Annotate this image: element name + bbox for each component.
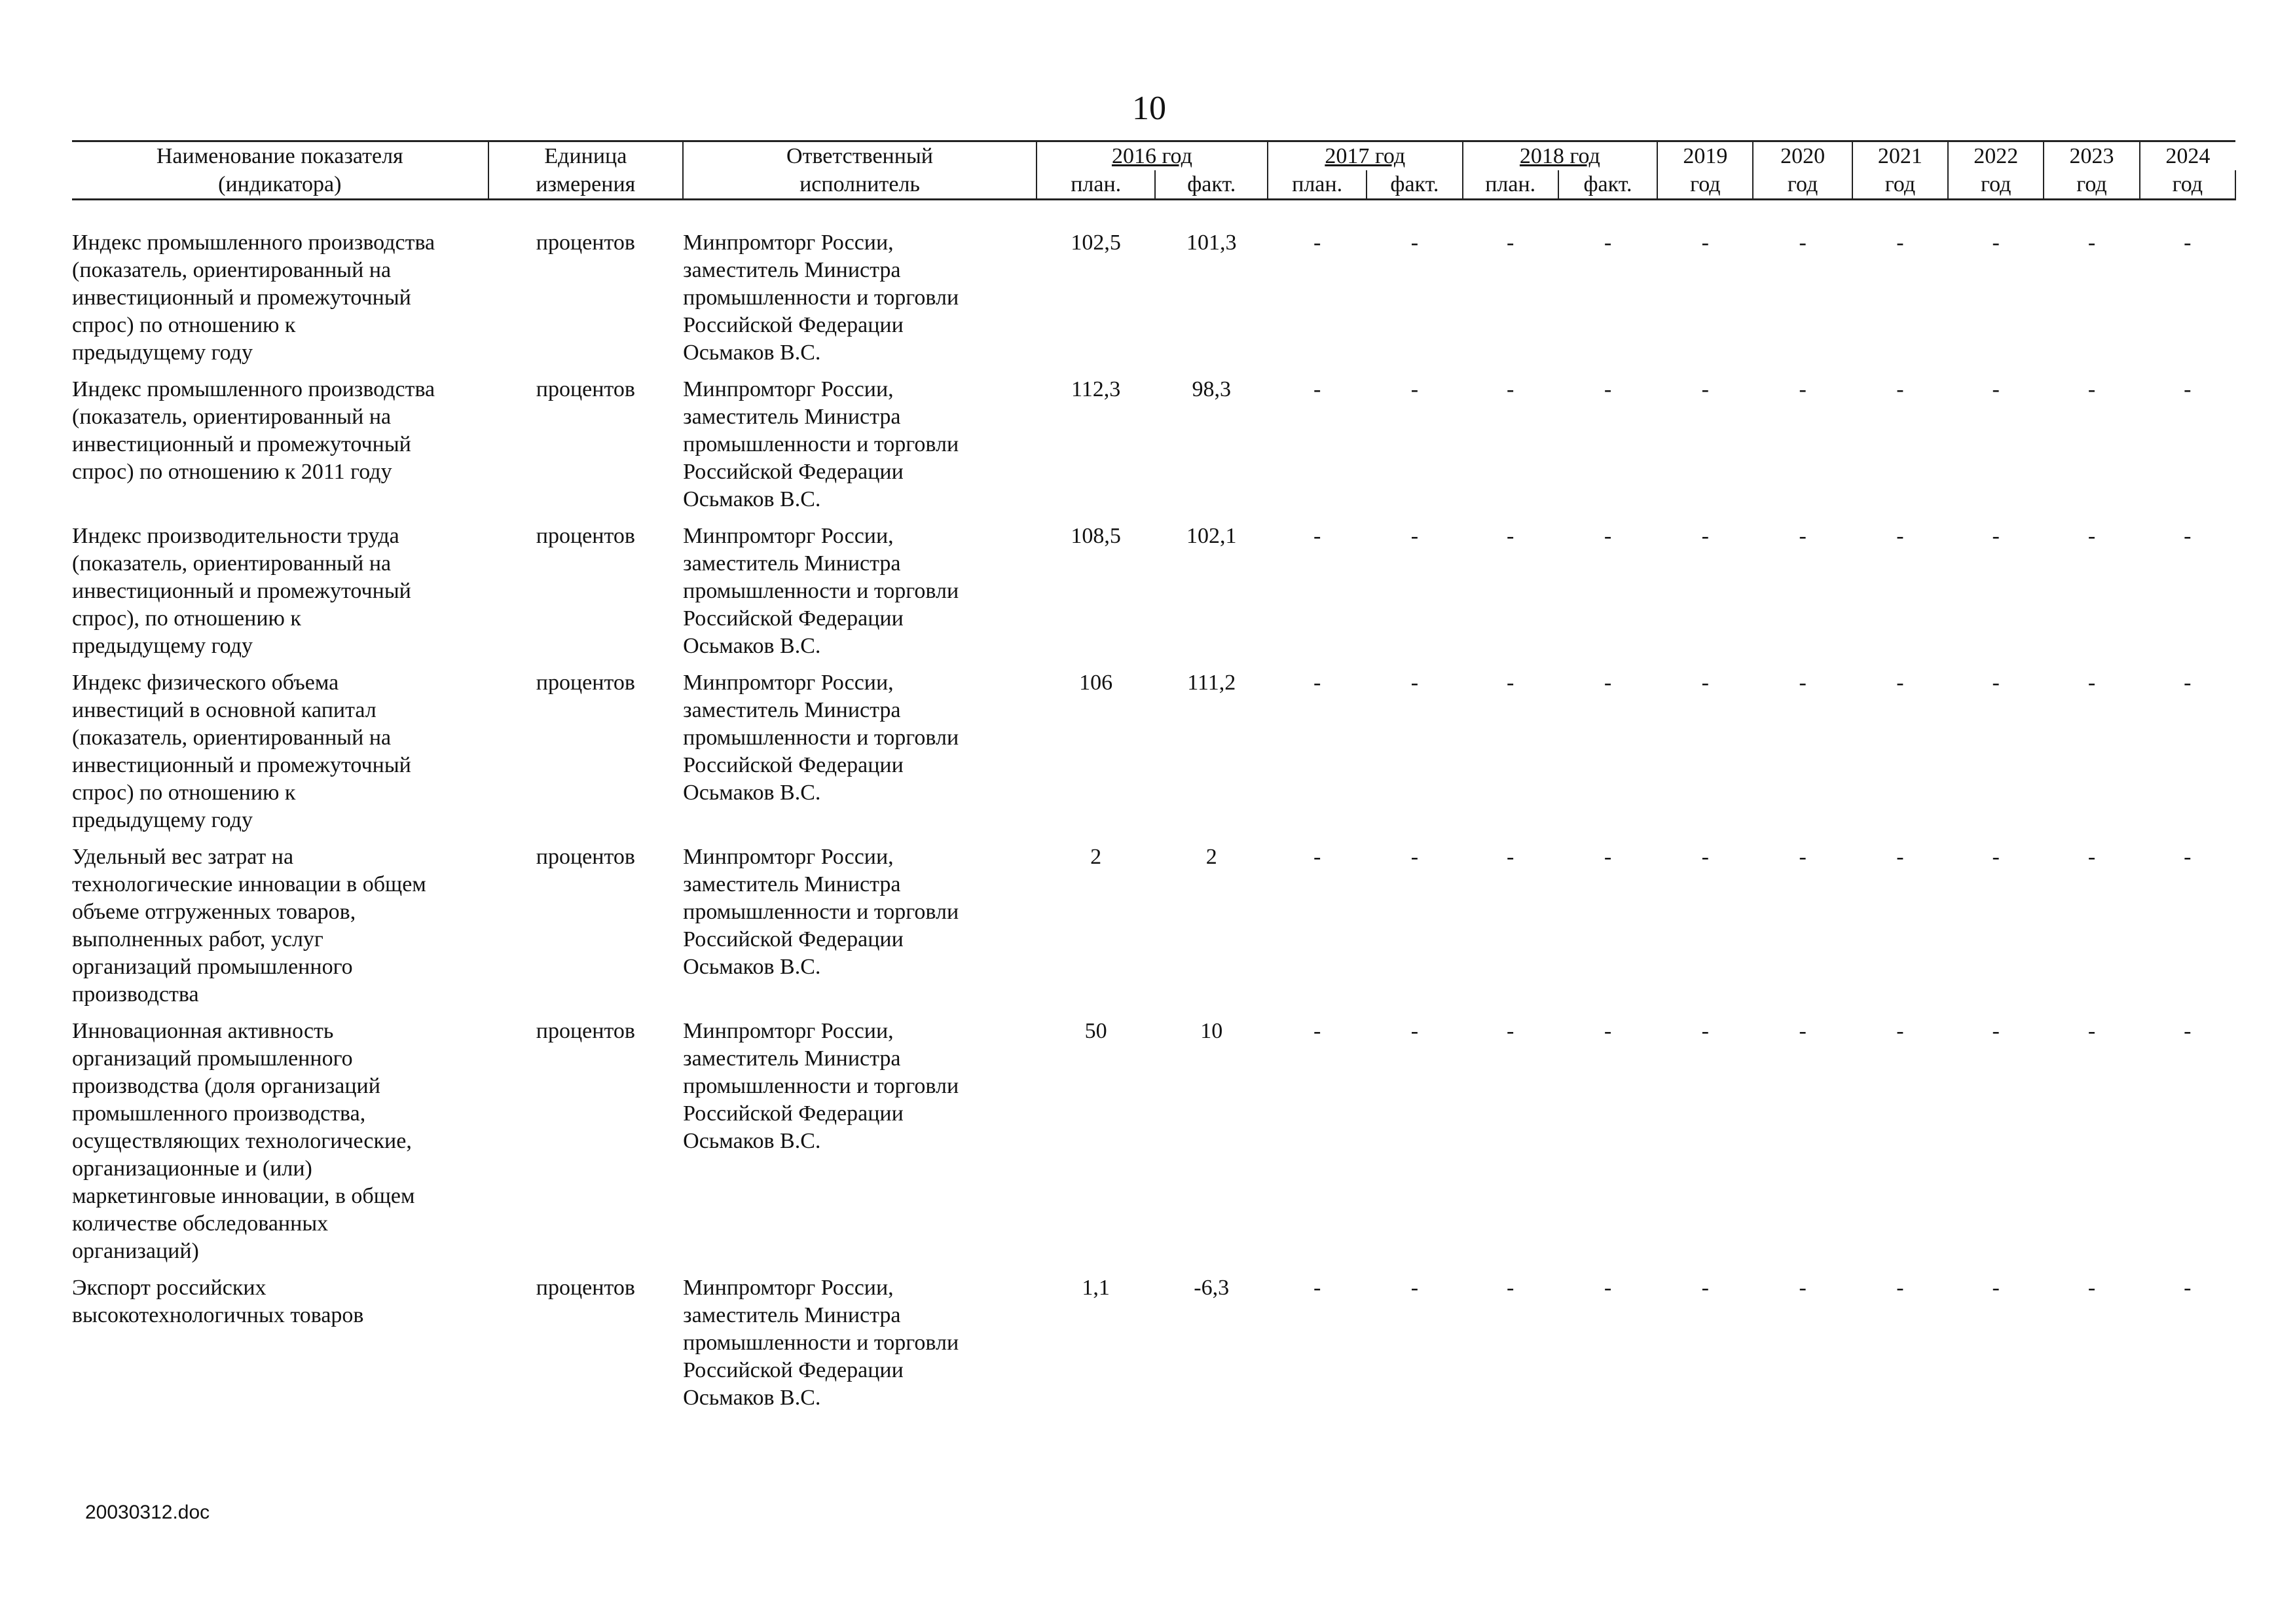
- header-2020-year-word: год: [1753, 170, 1852, 200]
- later-year-cell: -: [1896, 377, 1904, 401]
- footer-filename: 20030312.doc: [85, 1502, 210, 1523]
- row-gap: [72, 834, 2235, 843]
- later-year-cell: -: [2184, 231, 2192, 255]
- header-2017-plan: план.: [1268, 170, 1367, 200]
- later-year-cell: -: [2184, 845, 2192, 869]
- later-year-cell: -: [1799, 671, 1807, 695]
- indicator-name-line: инвестиционный и промежуточный: [72, 579, 411, 603]
- unit-cell: процентов: [536, 524, 635, 548]
- indicator-name-line: предыдущему году: [72, 634, 253, 658]
- responsible-line: промышленности и торговли: [683, 432, 959, 456]
- indicator-name-line: организаций промышленного: [72, 955, 353, 979]
- header-2019-year-word: год: [1657, 170, 1753, 200]
- later-year-cell: -: [1799, 1019, 1807, 1043]
- later-year-cell: -: [2184, 671, 2192, 695]
- responsible-line: промышленности и торговли: [683, 726, 959, 750]
- responsible-line: Минпромторг России,: [683, 1276, 894, 1300]
- table-row: [72, 1274, 2235, 1412]
- later-year-cell: -: [1799, 1276, 1807, 1300]
- later-year-cell: -: [1896, 231, 1904, 255]
- fact-2016-cell: 102,1: [1186, 524, 1237, 548]
- responsible-cell: [683, 1274, 1037, 1412]
- later-year-cell: -: [1313, 524, 1321, 548]
- plan-2016-cell: 1,1: [1082, 1276, 1110, 1300]
- responsible-line: Минпромторг России,: [683, 671, 894, 695]
- responsible-line: Российской Федерации: [683, 606, 904, 631]
- header-resp-line1: Ответственный: [683, 141, 1037, 171]
- later-year-cell: -: [1410, 1276, 1419, 1300]
- row-gap: [72, 1265, 2235, 1274]
- later-year-cell: -: [2087, 845, 2096, 869]
- responsible-line: заместитель Министра: [683, 1046, 901, 1071]
- later-year-cell: -: [1507, 1276, 1515, 1300]
- indicator-name-line: организаций): [72, 1239, 199, 1263]
- fact-2016-cell: 10: [1200, 1019, 1223, 1043]
- indicator-name-line: производства (доля организаций: [72, 1074, 380, 1098]
- indicator-name: [72, 843, 488, 1008]
- responsible-line: заместитель Министра: [683, 872, 901, 896]
- later-year-cell: -: [1701, 377, 1709, 401]
- header-year-2021: 2021: [1852, 141, 1948, 171]
- indicator-name-line: (показатель, ориентированный на: [72, 258, 392, 282]
- later-year-cell: -: [2087, 231, 2096, 255]
- indicator-name: [72, 1018, 488, 1265]
- indicator-name-line: спрос) по отношению к: [72, 781, 296, 805]
- later-year-cell: -: [1604, 1276, 1612, 1300]
- fact-2016-cell: 101,3: [1186, 231, 1237, 255]
- responsible-cell: [683, 523, 1037, 660]
- table-row: [72, 1018, 2235, 1265]
- later-year-cell: -: [1313, 231, 1321, 255]
- responsible-cell: [683, 376, 1037, 513]
- indicator-name-line: высокотехнологичных товаров: [72, 1303, 364, 1327]
- responsible-line: заместитель Министра: [683, 405, 901, 429]
- fact-2016-cell: -6,3: [1194, 1276, 1230, 1300]
- later-year-cell: -: [1992, 231, 2000, 255]
- header-year-2016: 2016 год: [1037, 141, 1268, 171]
- later-year-cell: -: [1799, 231, 1807, 255]
- header-name-line1: Наименование показателя: [72, 141, 488, 171]
- later-year-cell: -: [1507, 231, 1515, 255]
- table-header: [72, 141, 2235, 200]
- header-year-2020: 2020: [1753, 141, 1852, 171]
- later-year-cell: -: [1799, 845, 1807, 869]
- later-year-cell: -: [1799, 524, 1807, 548]
- responsible-line: Осьмаков В.С.: [683, 955, 821, 979]
- header-unit-line1: Единица: [488, 141, 684, 171]
- indicator-name-line: спрос) по отношению к: [72, 313, 296, 337]
- later-year-cell: -: [1896, 1019, 1904, 1043]
- later-year-cell: -: [1313, 377, 1321, 401]
- header-2021-year-word: год: [1852, 170, 1948, 200]
- table-row: [72, 843, 2235, 1008]
- unit-cell: процентов: [536, 377, 635, 401]
- later-year-cell: -: [1507, 377, 1515, 401]
- responsible-cell: [683, 669, 1037, 834]
- table-row: [72, 523, 2235, 660]
- later-year-cell: -: [1604, 377, 1612, 401]
- header-name-line2: (индикатора): [72, 170, 488, 200]
- indicator-name-line: инвестиционный и промежуточный: [72, 753, 411, 777]
- header-year-2022: 2022: [1948, 141, 2044, 171]
- later-year-cell: -: [2184, 1276, 2192, 1300]
- header-2018-plan: план.: [1463, 170, 1558, 200]
- indicator-name-line: Индекс промышленного производства: [72, 231, 435, 255]
- later-year-cell: -: [1313, 671, 1321, 695]
- later-year-cell: -: [1313, 845, 1321, 869]
- responsible-cell: [683, 843, 1037, 1008]
- fact-2016-cell: 2: [1205, 845, 1217, 869]
- indicator-name-line: осуществляющих технологические,: [72, 1129, 412, 1153]
- responsible-line: Осьмаков В.С.: [683, 634, 821, 658]
- unit-cell: процентов: [536, 1276, 635, 1300]
- later-year-cell: -: [1992, 1019, 2000, 1043]
- later-year-cell: -: [2184, 1019, 2192, 1043]
- fact-2016-cell: 98,3: [1192, 377, 1231, 401]
- later-year-cell: -: [1410, 845, 1419, 869]
- responsible-line: Минпромторг России,: [683, 377, 894, 401]
- indicator-name-line: производства: [72, 982, 199, 1006]
- header-2018-fact: факт.: [1558, 170, 1657, 200]
- responsible-line: Российской Федерации: [683, 753, 904, 777]
- responsible-line: Минпромторг России,: [683, 231, 894, 255]
- indicator-name-line: Удельный вес затрат на: [72, 845, 294, 869]
- fact-2016-cell: 111,2: [1187, 671, 1236, 695]
- header-year-2023: 2023: [2044, 141, 2139, 171]
- later-year-cell: -: [1410, 671, 1419, 695]
- header-2024-year-word: год: [2140, 170, 2235, 200]
- responsible-cell: [683, 229, 1037, 367]
- indicator-name-line: инвестиционный и промежуточный: [72, 432, 411, 456]
- table-row: [72, 229, 2235, 367]
- indicator-name-line: (показатель, ориентированный на: [72, 726, 392, 750]
- later-year-cell: -: [1410, 524, 1419, 548]
- row-gap: [72, 513, 2235, 523]
- indicator-name-line: Индекс физического объема: [72, 671, 339, 695]
- indicator-name: [72, 523, 488, 660]
- plan-2016-cell: 106: [1079, 671, 1113, 695]
- responsible-line: Осьмаков В.С.: [683, 1386, 821, 1410]
- responsible-line: Осьмаков В.С.: [683, 781, 821, 805]
- later-year-cell: -: [1410, 1019, 1419, 1043]
- page-number: 10: [1132, 90, 1166, 127]
- indicator-name-line: промышленного производства,: [72, 1101, 366, 1126]
- responsible-line: Минпромторг России,: [683, 524, 894, 548]
- later-year-cell: -: [1992, 377, 2000, 401]
- row-gap: [72, 660, 2235, 669]
- row-gap: [72, 1008, 2235, 1018]
- header-resp-line2: исполнитель: [683, 170, 1037, 200]
- later-year-cell: -: [1604, 1019, 1612, 1043]
- plan-2016-cell: 102,5: [1071, 231, 1121, 255]
- later-year-cell: -: [1701, 1276, 1709, 1300]
- responsible-line: промышленности и торговли: [683, 1331, 959, 1355]
- indicator-name-line: инвестиций в основной капитал: [72, 698, 376, 722]
- later-year-cell: -: [1896, 671, 1904, 695]
- indicator-name-line: спрос), по отношению к: [72, 606, 301, 631]
- later-year-cell: -: [1799, 377, 1807, 401]
- indicator-name: [72, 669, 488, 834]
- later-year-cell: -: [1507, 671, 1515, 695]
- plan-2016-cell: 108,5: [1071, 524, 1121, 548]
- indicator-name-line: Инновационная активность: [72, 1019, 334, 1043]
- later-year-cell: -: [1701, 524, 1709, 548]
- indicator-name: [72, 229, 488, 367]
- indicator-name-line: количестве обследованных: [72, 1211, 329, 1236]
- responsible-line: Российской Федерации: [683, 460, 904, 484]
- responsible-cell: [683, 1018, 1037, 1265]
- responsible-line: промышленности и торговли: [683, 286, 959, 310]
- responsible-line: промышленности и торговли: [683, 1074, 959, 1098]
- indicator-name-line: организационные и (или): [72, 1156, 312, 1181]
- later-year-cell: -: [2087, 377, 2096, 401]
- indicator-name-line: Экспорт российских: [72, 1276, 266, 1300]
- responsible-line: заместитель Министра: [683, 698, 901, 722]
- unit-cell: процентов: [536, 671, 635, 695]
- responsible-line: промышленности и торговли: [683, 579, 959, 603]
- later-year-cell: -: [2087, 671, 2096, 695]
- later-year-cell: -: [1992, 671, 2000, 695]
- unit-cell: процентов: [536, 845, 635, 869]
- responsible-line: Минпромторг России,: [683, 845, 894, 869]
- later-year-cell: -: [2087, 1019, 2096, 1043]
- later-year-cell: -: [1701, 845, 1709, 869]
- unit-cell: процентов: [536, 231, 635, 255]
- later-year-cell: -: [1604, 524, 1612, 548]
- header-2016-fact: факт.: [1155, 170, 1268, 200]
- later-year-cell: -: [2184, 524, 2192, 548]
- header-year-2018: 2018 год: [1463, 141, 1658, 171]
- row-gap: [72, 367, 2235, 376]
- responsible-line: Осьмаков В.С.: [683, 487, 821, 511]
- header-year-2019: 2019: [1657, 141, 1753, 171]
- responsible-line: Российской Федерации: [683, 1358, 904, 1382]
- later-year-cell: -: [1604, 671, 1612, 695]
- header-2022-year-word: год: [1948, 170, 2044, 200]
- header-2017-fact: факт.: [1367, 170, 1462, 200]
- header-row-1: [72, 141, 2235, 171]
- later-year-cell: -: [1992, 524, 2000, 548]
- table-row: [72, 376, 2235, 513]
- later-year-cell: -: [1507, 1019, 1515, 1043]
- indicator-name-line: предыдущему году: [72, 341, 253, 365]
- responsible-line: Минпромторг России,: [683, 1019, 894, 1043]
- header-2023-year-word: год: [2044, 170, 2139, 200]
- later-year-cell: -: [1410, 377, 1419, 401]
- indicator-name-line: инвестиционный и промежуточный: [72, 286, 411, 310]
- responsible-line: Российской Федерации: [683, 313, 904, 337]
- later-year-cell: -: [1507, 524, 1515, 548]
- header-spacer: [72, 200, 2235, 230]
- indicator-name-line: объеме отгруженных товаров,: [72, 900, 356, 924]
- responsible-line: заместитель Министра: [683, 1303, 901, 1327]
- responsible-line: Российской Федерации: [683, 927, 904, 951]
- later-year-cell: -: [1896, 1276, 1904, 1300]
- header-unit-line2: измерения: [488, 170, 684, 200]
- indicator-name-line: (показатель, ориентированный на: [72, 551, 392, 576]
- header-year-2017: 2017 год: [1268, 141, 1463, 171]
- responsible-line: Российской Федерации: [683, 1101, 904, 1126]
- indicator-name-line: Индекс производительности труда: [72, 524, 399, 548]
- table-row: [72, 669, 2235, 834]
- later-year-cell: -: [1701, 1019, 1709, 1043]
- later-year-cell: -: [1313, 1019, 1321, 1043]
- later-year-cell: -: [1896, 845, 1904, 869]
- header-row-2: [72, 170, 2235, 200]
- later-year-cell: -: [2087, 1276, 2096, 1300]
- row-gap: [72, 1412, 2235, 1421]
- responsible-line: промышленности и торговли: [683, 900, 959, 924]
- indicator-name: [72, 1274, 488, 1412]
- later-year-cell: -: [1701, 231, 1709, 255]
- plan-2016-cell: 112,3: [1071, 377, 1121, 401]
- indicator-name-line: (показатель, ориентированный на: [72, 405, 392, 429]
- later-year-cell: -: [1507, 845, 1515, 869]
- indicator-name-line: выполненных работ, услуг: [72, 927, 323, 951]
- indicators-table: [72, 140, 2236, 1421]
- indicator-name-line: технологические инновации в общем: [72, 872, 426, 896]
- responsible-line: Осьмаков В.С.: [683, 1129, 821, 1153]
- later-year-cell: -: [1992, 845, 2000, 869]
- later-year-cell: -: [1992, 1276, 2000, 1300]
- responsible-line: заместитель Министра: [683, 551, 901, 576]
- later-year-cell: -: [2184, 377, 2192, 401]
- plan-2016-cell: 50: [1084, 1019, 1107, 1043]
- later-year-cell: -: [2087, 524, 2096, 548]
- unit-cell: процентов: [536, 1019, 635, 1043]
- later-year-cell: -: [1604, 845, 1612, 869]
- later-year-cell: -: [1313, 1276, 1321, 1300]
- indicator-name-line: спрос) по отношению к 2011 году: [72, 460, 392, 484]
- header-year-2024: 2024: [2140, 141, 2235, 171]
- later-year-cell: -: [1896, 524, 1904, 548]
- responsible-line: заместитель Министра: [683, 258, 901, 282]
- plan-2016-cell: 2: [1090, 845, 1102, 869]
- later-year-cell: -: [1701, 671, 1709, 695]
- header-2016-plan: план.: [1037, 170, 1156, 200]
- later-year-cell: -: [1604, 231, 1612, 255]
- responsible-line: Осьмаков В.С.: [683, 341, 821, 365]
- indicator-name-line: организаций промышленного: [72, 1046, 353, 1071]
- indicator-name-line: маркетинговые инновации, в общем: [72, 1184, 415, 1208]
- table-body: [72, 200, 2235, 1422]
- later-year-cell: -: [1410, 231, 1419, 255]
- indicator-name-line: Индекс промышленного производства: [72, 377, 435, 401]
- indicator-name: [72, 376, 488, 513]
- indicator-name-line: предыдущему году: [72, 808, 253, 832]
